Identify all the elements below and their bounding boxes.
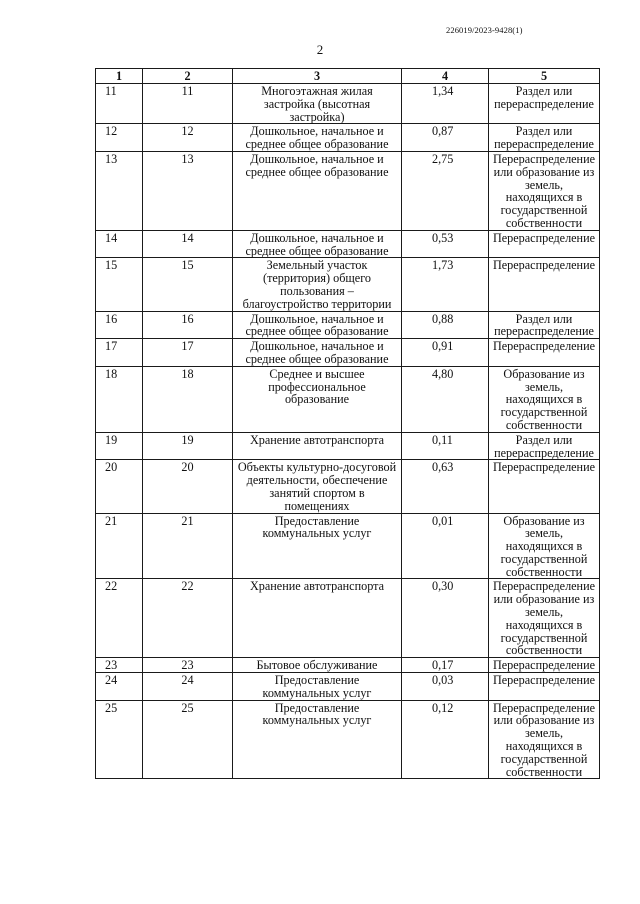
- area-cell: 0,91: [402, 339, 489, 367]
- plot-number-cell: 17: [143, 339, 233, 367]
- table-row: [96, 366, 600, 432]
- table-row: [96, 460, 600, 513]
- formation-method-cell: Раздел или перераспределение: [489, 311, 600, 339]
- area-cell: 0,30: [402, 579, 489, 658]
- land-use-cell: Дошкольное, начальное и среднее общее образование: [233, 230, 402, 258]
- formation-method-cell: Перераспределение: [489, 339, 600, 367]
- area-cell: 0,17: [402, 658, 489, 673]
- row-number-cell: 11: [96, 84, 143, 124]
- row-number-cell: 24: [96, 673, 143, 701]
- row-number-cell: 14: [96, 230, 143, 258]
- land-use-cell: Дошкольное, начальное и среднее общее образование: [233, 124, 402, 152]
- land-use-cell: Предоставление коммунальных услуг: [233, 513, 402, 579]
- plot-number-cell: 19: [143, 432, 233, 460]
- land-plots-table: [95, 68, 600, 779]
- table-row: [96, 700, 600, 779]
- column-header: 5: [489, 69, 600, 84]
- land-use-cell: Дошкольное, начальное и среднее общее образование: [233, 339, 402, 367]
- table-row: [96, 84, 600, 124]
- plot-number-cell: 24: [143, 673, 233, 701]
- table-row: [96, 658, 600, 673]
- formation-method-cell: Раздел или перераспределение: [489, 124, 600, 152]
- row-number-cell: 13: [96, 151, 143, 230]
- formation-method-cell: Образование из земель, находящихся в государственной собственности: [489, 513, 600, 579]
- area-cell: 0,63: [402, 460, 489, 513]
- column-header: 3: [233, 69, 402, 84]
- land-use-cell: Хранение автотранспорта: [233, 432, 402, 460]
- table-header-row: [96, 69, 600, 84]
- plot-number-cell: 22: [143, 579, 233, 658]
- table-row: [96, 230, 600, 258]
- plot-number-cell: 25: [143, 700, 233, 779]
- table-row: [96, 311, 600, 339]
- formation-method-cell: Раздел или перераспределение: [489, 84, 600, 124]
- plot-number-cell: 18: [143, 366, 233, 432]
- table-row: [96, 513, 600, 579]
- area-cell: 0,53: [402, 230, 489, 258]
- page-number: 2: [316, 42, 324, 57]
- formation-method-cell: Перераспределение или образование из земель, находящихся в государственной собственности: [489, 700, 600, 779]
- land-use-cell: Бытовое обслуживание: [233, 658, 402, 673]
- row-number-cell: 21: [96, 513, 143, 579]
- formation-method-cell: Перераспределение или образование из земель, находящихся в государственной собственности: [489, 151, 600, 230]
- land-use-cell: Предоставление коммунальных услуг: [233, 673, 402, 701]
- row-number-cell: 18: [96, 366, 143, 432]
- land-use-cell: Дошкольное, начальное и среднее общее образование: [233, 311, 402, 339]
- land-use-cell: Дошкольное, начальное и среднее общее образование: [233, 151, 402, 230]
- table-row: [96, 151, 600, 230]
- area-cell: 1,34: [402, 84, 489, 124]
- table-row: [96, 432, 600, 460]
- land-use-cell: Среднее и высшее профессиональное образование: [233, 366, 402, 432]
- row-number-cell: 16: [96, 311, 143, 339]
- land-use-cell: Объекты культурно-досуговой деятельности, обеспечение занятий спортом в помещениях: [233, 460, 402, 513]
- row-number-cell: 17: [96, 339, 143, 367]
- plot-number-cell: 15: [143, 258, 233, 311]
- area-cell: 0,11: [402, 432, 489, 460]
- formation-method-cell: Перераспределение: [489, 658, 600, 673]
- table-row: [96, 579, 600, 658]
- area-cell: 2,75: [402, 151, 489, 230]
- table-row: [96, 124, 600, 152]
- formation-method-cell: Образование из земель, находящихся в государственной собственности: [489, 366, 600, 432]
- formation-method-cell: Раздел или перераспределение: [489, 432, 600, 460]
- land-use-cell: Земельный участок (территория) общего пользования – благоустройство территории: [233, 258, 402, 311]
- table-row: [96, 339, 600, 367]
- plot-number-cell: 21: [143, 513, 233, 579]
- plot-number-cell: 11: [143, 84, 233, 124]
- plot-number-cell: 23: [143, 658, 233, 673]
- land-use-cell: Предоставление коммунальных услуг: [233, 700, 402, 779]
- row-number-cell: 15: [96, 258, 143, 311]
- area-cell: 0,87: [402, 124, 489, 152]
- formation-method-cell: Перераспределение: [489, 258, 600, 311]
- plot-number-cell: 12: [143, 124, 233, 152]
- area-cell: 0,88: [402, 311, 489, 339]
- column-header: 4: [402, 69, 489, 84]
- column-header: 2: [143, 69, 233, 84]
- row-number-cell: 22: [96, 579, 143, 658]
- area-cell: 0,12: [402, 700, 489, 779]
- table-body: [96, 84, 600, 779]
- row-number-cell: 12: [96, 124, 143, 152]
- plot-number-cell: 14: [143, 230, 233, 258]
- row-number-cell: 19: [96, 432, 143, 460]
- formation-method-cell: Перераспределение: [489, 460, 600, 513]
- column-header: 1: [96, 69, 143, 84]
- table-row: [96, 673, 600, 701]
- land-use-cell: Многоэтажная жилая застройка (высотная застройка): [233, 84, 402, 124]
- row-number-cell: 20: [96, 460, 143, 513]
- formation-method-cell: Перераспределение: [489, 230, 600, 258]
- land-use-cell: Хранение автотранспорта: [233, 579, 402, 658]
- area-cell: 1,73: [402, 258, 489, 311]
- area-cell: 0,03: [402, 673, 489, 701]
- row-number-cell: 25: [96, 700, 143, 779]
- area-cell: 0,01: [402, 513, 489, 579]
- document-number: 226019/2023-9428(1): [446, 25, 523, 35]
- row-number-cell: 23: [96, 658, 143, 673]
- formation-method-cell: Перераспределение: [489, 673, 600, 701]
- plot-number-cell: 13: [143, 151, 233, 230]
- plot-number-cell: 20: [143, 460, 233, 513]
- formation-method-cell: Перераспределение или образование из земель, находящихся в государственной собственности: [489, 579, 600, 658]
- table-row: [96, 258, 600, 311]
- area-cell: 4,80: [402, 366, 489, 432]
- plot-number-cell: 16: [143, 311, 233, 339]
